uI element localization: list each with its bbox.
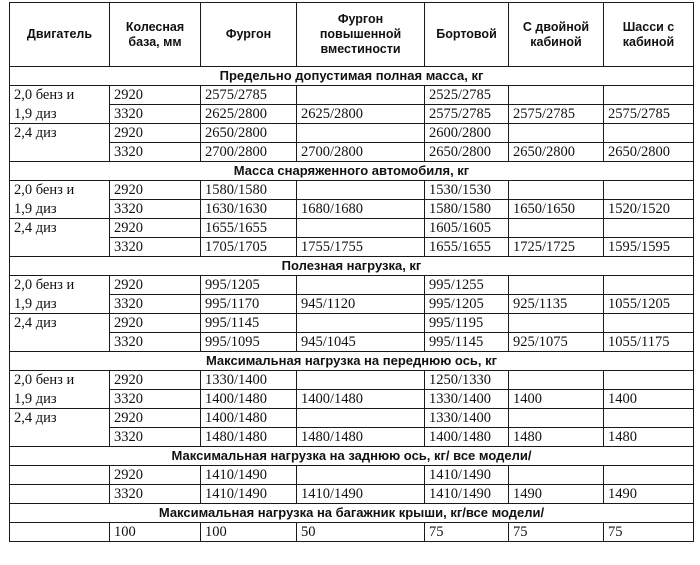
cell-high-van bbox=[297, 371, 425, 390]
table-row bbox=[10, 238, 694, 257]
cell-flatbed: 1250/1330 bbox=[425, 371, 509, 390]
cell-van: 1400/1480 bbox=[201, 409, 297, 428]
cell-wheelbase: 2920 bbox=[110, 219, 201, 238]
cell-engine: 2,0 бенз и bbox=[10, 86, 110, 105]
cell-van: 100 bbox=[201, 523, 297, 542]
cell-van: 995/1170 bbox=[201, 295, 297, 314]
cell-engine: 1,9 диз bbox=[10, 200, 110, 219]
cell-double-cab: 1400 bbox=[509, 390, 604, 409]
cell-engine: 2,0 бенз и bbox=[10, 371, 110, 390]
cell-high-van: 945/1120 bbox=[297, 295, 425, 314]
table-row bbox=[10, 523, 694, 542]
cell-high-van: 945/1045 bbox=[297, 333, 425, 352]
table-row bbox=[10, 428, 694, 447]
cell-double-cab: 75 bbox=[509, 523, 604, 542]
cell-high-van: 1400/1480 bbox=[297, 390, 425, 409]
cell-high-van bbox=[297, 86, 425, 105]
cell-double-cab bbox=[509, 219, 604, 238]
cell-double-cab bbox=[509, 314, 604, 333]
cell-high-van bbox=[297, 276, 425, 295]
cell-double-cab bbox=[509, 181, 604, 200]
table-row bbox=[10, 124, 694, 143]
cell-van: 1630/1630 bbox=[201, 200, 297, 219]
cell-flatbed: 1655/1655 bbox=[425, 238, 509, 257]
cell-engine: 1,9 диз bbox=[10, 390, 110, 409]
cell-double-cab: 1480 bbox=[509, 428, 604, 447]
cell-chassis-cab bbox=[604, 86, 694, 105]
cell-high-van: 1410/1490 bbox=[297, 485, 425, 504]
cell-chassis-cab bbox=[604, 124, 694, 143]
cell-double-cab bbox=[509, 124, 604, 143]
cell-high-van bbox=[297, 219, 425, 238]
table-row bbox=[10, 314, 694, 333]
section-title-row bbox=[10, 67, 694, 86]
header-wheelbase: Колесная база, мм bbox=[110, 3, 201, 67]
section-title-row bbox=[10, 162, 694, 181]
cell-van: 1580/1580 bbox=[201, 181, 297, 200]
cell-flatbed: 2600/2800 bbox=[425, 124, 509, 143]
cell-flatbed: 1605/1605 bbox=[425, 219, 509, 238]
section-title: Предельно допустимая полная масса, кг bbox=[10, 67, 694, 86]
cell-engine: 1,9 диз bbox=[10, 295, 110, 314]
cell-van: 1410/1490 bbox=[201, 466, 297, 485]
table-row bbox=[10, 86, 694, 105]
table-row bbox=[10, 276, 694, 295]
cell-engine bbox=[10, 466, 110, 485]
cell-van: 1480/1480 bbox=[201, 428, 297, 447]
cell-wheelbase: 2920 bbox=[110, 276, 201, 295]
cell-flatbed: 1580/1580 bbox=[425, 200, 509, 219]
cell-double-cab bbox=[509, 409, 604, 428]
cell-wheelbase: 2920 bbox=[110, 466, 201, 485]
cell-high-van bbox=[297, 466, 425, 485]
cell-chassis-cab: 75 bbox=[604, 523, 694, 542]
table-row bbox=[10, 105, 694, 124]
table-row bbox=[10, 466, 694, 485]
table-row bbox=[10, 485, 694, 504]
cell-wheelbase: 3320 bbox=[110, 485, 201, 504]
cell-flatbed: 1530/1530 bbox=[425, 181, 509, 200]
cell-engine: 2,4 диз bbox=[10, 409, 110, 428]
cell-engine bbox=[10, 143, 110, 162]
cell-high-van: 1480/1480 bbox=[297, 428, 425, 447]
cell-chassis-cab: 1595/1595 bbox=[604, 238, 694, 257]
cell-flatbed: 2525/2785 bbox=[425, 86, 509, 105]
cell-flatbed: 995/1205 bbox=[425, 295, 509, 314]
table-body bbox=[10, 67, 694, 542]
header-chassis-cab: Шасси с кабиной bbox=[604, 3, 694, 67]
cell-flatbed: 1330/1400 bbox=[425, 409, 509, 428]
cell-double-cab: 1650/1650 bbox=[509, 200, 604, 219]
cell-wheelbase: 3320 bbox=[110, 143, 201, 162]
cell-flatbed: 1410/1490 bbox=[425, 485, 509, 504]
cell-van: 1410/1490 bbox=[201, 485, 297, 504]
cell-wheelbase: 3320 bbox=[110, 295, 201, 314]
header-van: Фургон bbox=[201, 3, 297, 67]
cell-chassis-cab: 2575/2785 bbox=[604, 105, 694, 124]
cell-chassis-cab bbox=[604, 219, 694, 238]
cell-van: 995/1145 bbox=[201, 314, 297, 333]
cell-chassis-cab bbox=[604, 466, 694, 485]
cell-chassis-cab: 1400 bbox=[604, 390, 694, 409]
cell-wheelbase: 2920 bbox=[110, 409, 201, 428]
header-row bbox=[10, 3, 694, 67]
cell-chassis-cab bbox=[604, 314, 694, 333]
header-engine: Двигатель bbox=[10, 3, 110, 67]
cell-flatbed: 995/1255 bbox=[425, 276, 509, 295]
table-row bbox=[10, 143, 694, 162]
cell-wheelbase: 3320 bbox=[110, 200, 201, 219]
cell-engine: 2,4 диз bbox=[10, 124, 110, 143]
cell-chassis-cab: 1490 bbox=[604, 485, 694, 504]
cell-high-van bbox=[297, 314, 425, 333]
cell-van: 2650/2800 bbox=[201, 124, 297, 143]
cell-flatbed: 995/1195 bbox=[425, 314, 509, 333]
cell-engine bbox=[10, 238, 110, 257]
cell-high-van bbox=[297, 124, 425, 143]
cell-wheelbase: 3320 bbox=[110, 428, 201, 447]
cell-flatbed: 1410/1490 bbox=[425, 466, 509, 485]
cell-wheelbase: 2920 bbox=[110, 86, 201, 105]
table-row bbox=[10, 181, 694, 200]
cell-engine: 2,4 диз bbox=[10, 219, 110, 238]
cell-flatbed: 1400/1480 bbox=[425, 428, 509, 447]
cell-double-cab: 1725/1725 bbox=[509, 238, 604, 257]
cell-high-van: 1755/1755 bbox=[297, 238, 425, 257]
cell-wheelbase: 2920 bbox=[110, 181, 201, 200]
cell-double-cab bbox=[509, 466, 604, 485]
cell-chassis-cab: 1055/1205 bbox=[604, 295, 694, 314]
section-title: Полезная нагрузка, кг bbox=[10, 257, 694, 276]
cell-double-cab bbox=[509, 371, 604, 390]
section-title-row bbox=[10, 504, 694, 523]
table-row bbox=[10, 333, 694, 352]
cell-high-van bbox=[297, 409, 425, 428]
cell-chassis-cab bbox=[604, 371, 694, 390]
cell-chassis-cab bbox=[604, 181, 694, 200]
cell-wheelbase: 2920 bbox=[110, 124, 201, 143]
cell-engine: 1,9 диз bbox=[10, 105, 110, 124]
cell-flatbed: 2575/2785 bbox=[425, 105, 509, 124]
cell-double-cab bbox=[509, 86, 604, 105]
table-row bbox=[10, 200, 694, 219]
section-title: Масса снаряженного автомобиля, кг bbox=[10, 162, 694, 181]
section-title-row bbox=[10, 257, 694, 276]
table-row bbox=[10, 295, 694, 314]
cell-chassis-cab bbox=[604, 276, 694, 295]
cell-wheelbase: 100 bbox=[110, 523, 201, 542]
cell-chassis-cab bbox=[604, 409, 694, 428]
cell-van: 995/1205 bbox=[201, 276, 297, 295]
cell-double-cab: 1490 bbox=[509, 485, 604, 504]
header-flatbed: Бортовой bbox=[425, 3, 509, 67]
table-row bbox=[10, 409, 694, 428]
cell-flatbed: 995/1145 bbox=[425, 333, 509, 352]
cell-van: 2700/2800 bbox=[201, 143, 297, 162]
cell-van: 1655/1655 bbox=[201, 219, 297, 238]
cell-flatbed: 75 bbox=[425, 523, 509, 542]
cell-van: 1330/1400 bbox=[201, 371, 297, 390]
cell-double-cab: 925/1075 bbox=[509, 333, 604, 352]
section-title-row bbox=[10, 447, 694, 466]
cell-high-van bbox=[297, 181, 425, 200]
cell-double-cab: 2575/2785 bbox=[509, 105, 604, 124]
cell-double-cab: 925/1135 bbox=[509, 295, 604, 314]
cell-double-cab: 2650/2800 bbox=[509, 143, 604, 162]
cell-engine: 2,0 бенз и bbox=[10, 181, 110, 200]
cell-van: 2625/2800 bbox=[201, 105, 297, 124]
table-row bbox=[10, 219, 694, 238]
cell-flatbed: 2650/2800 bbox=[425, 143, 509, 162]
cell-high-van: 1680/1680 bbox=[297, 200, 425, 219]
cell-van: 1705/1705 bbox=[201, 238, 297, 257]
spec-table bbox=[9, 2, 694, 542]
section-title: Максимальная нагрузка на переднюю ось, кг bbox=[10, 352, 694, 371]
cell-flatbed: 1330/1400 bbox=[425, 390, 509, 409]
header-high-van: Фургон повышенной вместиности bbox=[297, 3, 425, 67]
cell-engine: 2,0 бенз и bbox=[10, 276, 110, 295]
cell-double-cab bbox=[509, 276, 604, 295]
cell-high-van: 2700/2800 bbox=[297, 143, 425, 162]
header-double-cab: С двойной кабиной bbox=[509, 3, 604, 67]
cell-van: 1400/1480 bbox=[201, 390, 297, 409]
cell-chassis-cab: 2650/2800 bbox=[604, 143, 694, 162]
cell-engine bbox=[10, 428, 110, 447]
cell-high-van: 2625/2800 bbox=[297, 105, 425, 124]
cell-engine bbox=[10, 523, 110, 542]
cell-chassis-cab: 1520/1520 bbox=[604, 200, 694, 219]
section-title: Максимальная нагрузка на багажник крыши, кг/все модели/ bbox=[10, 504, 694, 523]
section-title-row bbox=[10, 352, 694, 371]
cell-engine bbox=[10, 333, 110, 352]
cell-van: 2575/2785 bbox=[201, 86, 297, 105]
table-row bbox=[10, 390, 694, 409]
cell-engine: 2,4 диз bbox=[10, 314, 110, 333]
cell-engine bbox=[10, 485, 110, 504]
section-title: Максимальная нагрузка на заднюю ось, кг/ все модели/ bbox=[10, 447, 694, 466]
cell-wheelbase: 3320 bbox=[110, 333, 201, 352]
table-row bbox=[10, 371, 694, 390]
cell-wheelbase: 2920 bbox=[110, 371, 201, 390]
cell-wheelbase: 3320 bbox=[110, 105, 201, 124]
cell-wheelbase: 2920 bbox=[110, 314, 201, 333]
cell-high-van: 50 bbox=[297, 523, 425, 542]
cell-wheelbase: 3320 bbox=[110, 390, 201, 409]
cell-chassis-cab: 1055/1175 bbox=[604, 333, 694, 352]
cell-chassis-cab: 1480 bbox=[604, 428, 694, 447]
cell-wheelbase: 3320 bbox=[110, 238, 201, 257]
cell-van: 995/1095 bbox=[201, 333, 297, 352]
